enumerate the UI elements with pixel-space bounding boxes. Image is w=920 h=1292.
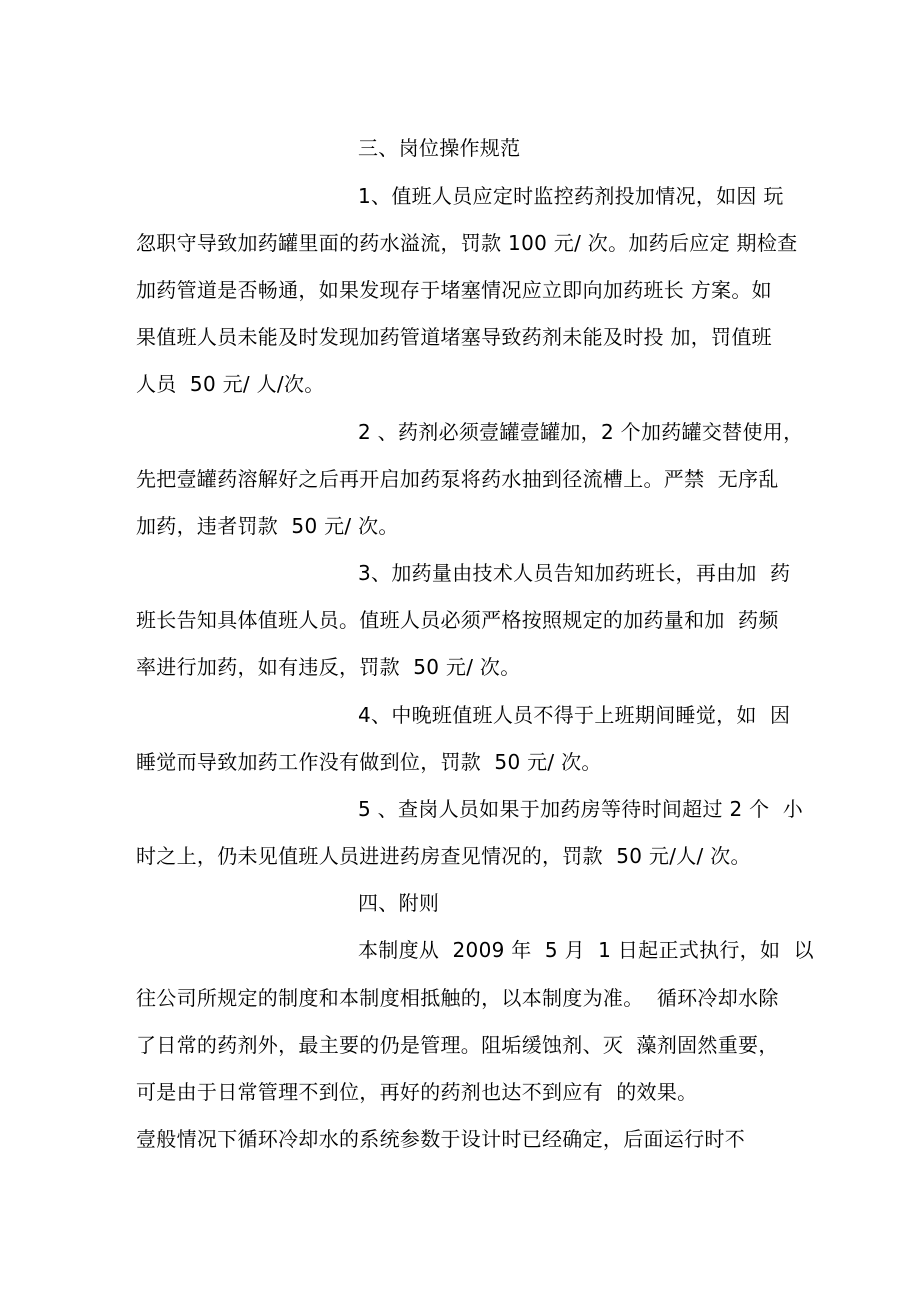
paragraph-line: 班长告知具体值班人员。值班人员必须严格按照规定的加药量和加 药频: [136, 608, 779, 632]
paragraph-line: 了日常的药剂外，最主要的仍是管理。阻垢缓蚀剂、灭 藻剂固然重要，: [136, 1033, 779, 1057]
paragraph-line: 5 、查岗人员如果于加药房等待时间超过 2 个 小: [358, 797, 804, 821]
section-heading: 三、岗位操作规范: [358, 136, 521, 160]
paragraph-line: 率进行加药，如有违反，罚款 50 元/ 次。: [136, 655, 521, 679]
paragraph-line: 可是由于日常管理不到位，再好的药剂也达不到应有 的效果。: [136, 1080, 698, 1104]
paragraph-line: 先把壹罐药溶解好之后再开启加药泵将药水抽到径流槽上。严禁 无序乱: [136, 467, 779, 491]
paragraph-line: 2 、药剂必须壹罐壹罐加，2 个加药罐交替使用，: [358, 420, 804, 444]
paragraph-line: 人员 50 元/ 人/次。: [136, 372, 325, 396]
paragraph-line: 往公司所规定的制度和本制度相抵触的，以本制度为准。 循环冷却水除: [136, 986, 779, 1010]
paragraph-line: 时之上，仍未见值班人员进进药房查见情况的，罚款 50 元/人/ 次。: [136, 844, 751, 868]
paragraph-line: 4、中晚班值班人员不得于上班期间睡觉，如 因: [358, 703, 791, 727]
paragraph-line: 1、值班人员应定时监控药剂投加情况，如因 玩: [358, 184, 784, 208]
paragraph-line: 3、加药量由技术人员告知加药班长，再由加 药: [358, 561, 791, 585]
section-heading: 四、附则: [358, 891, 440, 915]
paragraph-line: 加药，违者罚款 50 元/ 次。: [136, 514, 399, 538]
paragraph-line: 忽职守导致加药罐里面的药水溢流，罚款 100 元/ 次。加药后应定 期检查: [136, 231, 798, 255]
paragraph-line: 果值班人员未能及时发现加药管道堵塞导致药剂未能及时投 加，罚值班: [136, 325, 772, 349]
paragraph-line: 壹般情况下循环冷却水的系统参数于设计时已经确定，后面运行时不: [136, 1127, 745, 1151]
paragraph-line: 本制度从 2009 年 5 月 1 日起正式执行，如 以: [358, 938, 814, 962]
paragraph-line: 加药管道是否畅通，如果发现存于堵塞情况应立即向加药班长 方案。如: [136, 278, 772, 302]
paragraph-line: 睡觉而导致加药工作没有做到位，罚款 50 元/ 次。: [136, 750, 602, 774]
